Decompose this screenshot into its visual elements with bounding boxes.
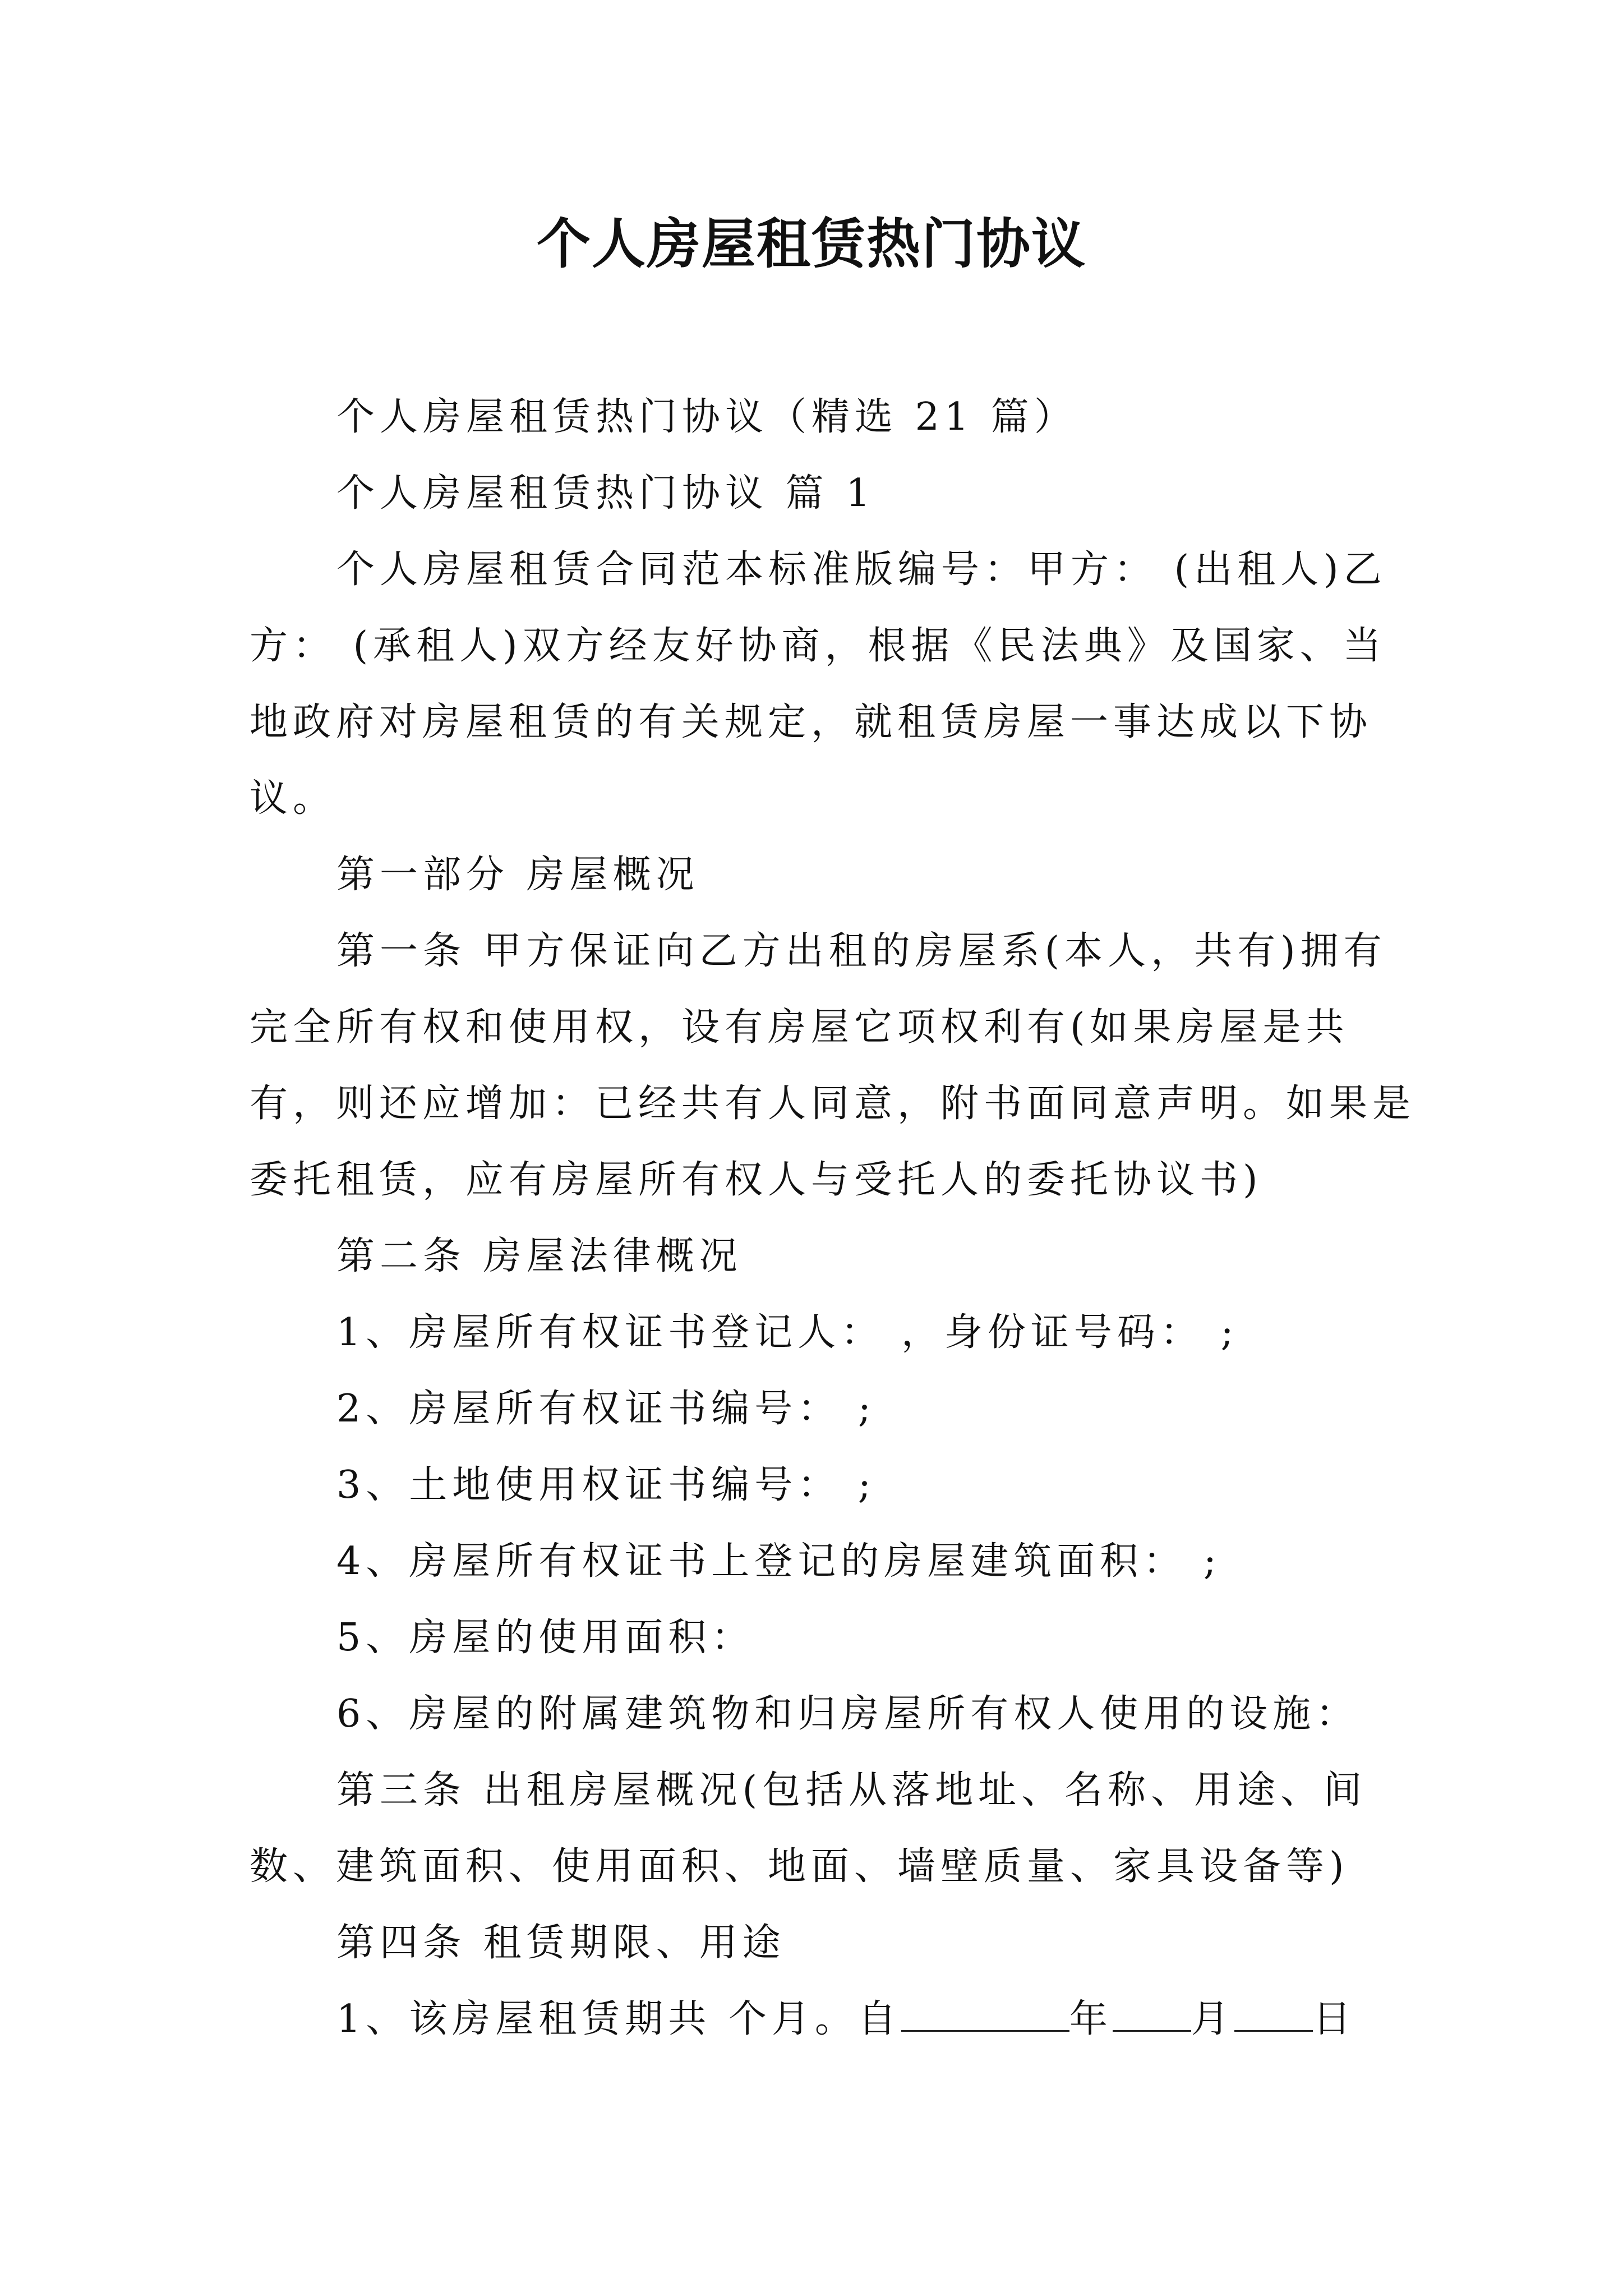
paragraph-preamble: 个人房屋租赁合同范本标准版编号：甲方： (出租人)乙方： (承租人)双方经友好协商，根据《民法典》及国家、当地政府对房屋租赁的有关规定，就租赁房屋一事达成以下协议。 — [250, 547, 1387, 821]
paragraph-item-5: 5、房屋的使用面积： — [336, 1616, 755, 1660]
paragraph-article-four-heading: 第四条 租赁期限、用途 — [336, 1921, 786, 1965]
day-label: 日 — [1312, 1997, 1356, 2041]
year-blank — [901, 1999, 1069, 2032]
paragraph-part-one-heading: 第一部分 房屋概况 — [336, 853, 699, 897]
paragraph-article-one: 第一条 甲方保证向乙方出租的房屋系(本人，共有)拥有完全所有权和使用权，设有房屋它项权利有(如果房屋是共有，则还应增加：已经共有人同意，附书面同意声明。如果是委托租赁，应有房屋所有权人与受托人的委托协议书) — [250, 929, 1416, 1202]
paragraph-article-two-heading: 第二条 房屋法律概况 — [336, 1234, 743, 1278]
document-body — [250, 379, 1416, 2058]
document-title: 个人房屋租赁热门协议 — [537, 213, 1086, 275]
month-label: 月 — [1191, 1997, 1234, 2041]
month-blank — [1113, 1999, 1191, 2032]
paragraph-chapter-heading: 个人房屋租赁热门协议 篇 1 — [336, 471, 875, 516]
day-blank — [1234, 1999, 1313, 2032]
paragraph-item-3: 3、土地使用权证书编号： ; — [336, 1463, 876, 1507]
paragraph-item-4: 4、房屋所有权证书上登记的房屋建筑面积： ; — [336, 1539, 1221, 1584]
paragraph-item-2: 2、房屋所有权证书编号： ; — [336, 1387, 876, 1431]
paragraph-item-6: 6、房屋的附属建筑物和归房屋所有权人使用的设施： — [336, 1692, 1359, 1736]
paragraph-lease-term — [250, 1981, 1416, 2058]
paragraph-subtitle: 个人房屋租赁热门协议（精选 21 篇） — [336, 395, 1077, 439]
paragraph-item-1: 1、房屋所有权证书登记人： ，身份证号码： ; — [336, 1310, 1239, 1355]
lease-term-prefix: 1、该房屋租赁期共 个月。自 — [336, 1997, 901, 2041]
year-label: 年 — [1069, 1997, 1113, 2041]
paragraph-article-three: 第三条 出租房屋概况(包括从落地址、名称、用途、间数、建筑面积、使用面积、地面、墙壁质量、家具设备等) — [250, 1768, 1367, 1889]
